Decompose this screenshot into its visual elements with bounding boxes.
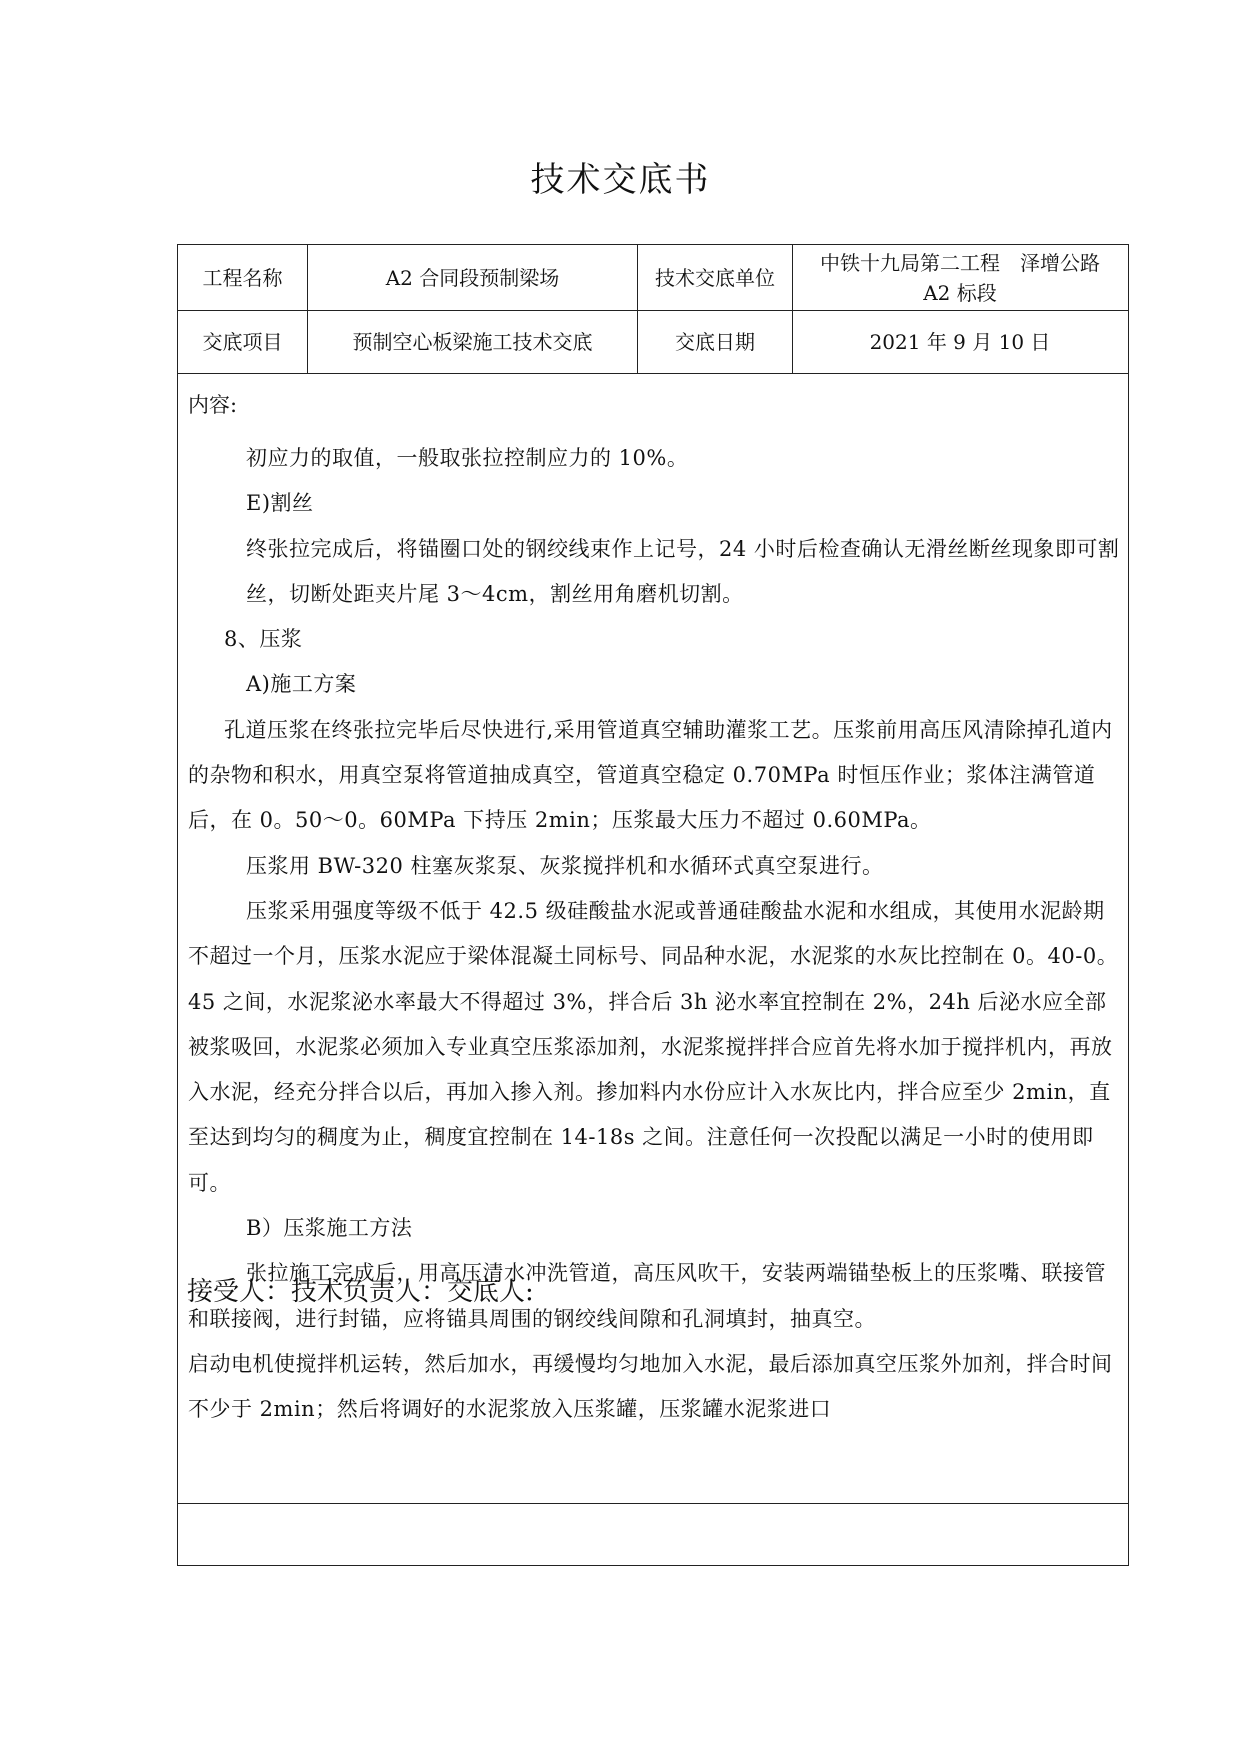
- paragraph: 张拉施工完成后，用高压清水冲洗管道，高压风吹干，安装两端锚垫板上的压浆嘴、联接管和联接阀，进行封锚，应将锚具周围的钢绞线间隙和孔洞填封，抽真空。: [188, 1261, 1106, 1331]
- unit-value: 中铁十九局第二工程 泽增公路 A2 标段: [820, 250, 1100, 305]
- date-label: 交底日期: [638, 311, 793, 373]
- signature-line: [187, 1272, 534, 1312]
- unit-label: 技术交底单位: [638, 245, 793, 310]
- sub-heading: A)施工方案: [246, 672, 357, 697]
- document-title: 技术交底书: [530, 160, 711, 200]
- disclosure-form: [177, 244, 1129, 1566]
- section-heading: 8、压浆: [224, 627, 303, 652]
- sub-heading: B）压浆施工方法: [246, 1216, 413, 1241]
- signature-text: 接受人：技术负责人：交底人:: [187, 1277, 534, 1307]
- project-name-value: A2 合同段预制梁场: [308, 245, 638, 310]
- paragraph: 孔道压浆在终张拉完毕后尽快进行,采用管道真空辅助灌浆工艺。压浆前用高压风清除掉孔道内的杂物和积水，用真空泵将管道抽成真空，管道真空稳定 0.70MPa 时恒压作业；浆体注满管道后，在 0。50～0。60MPa 下持压 2min；压浆最大压力不超过 0.60MPa。: [188, 717, 1113, 833]
- paragraph: 终张拉完成后，将锚圈口处的钢绞线束作上记号，24 小时后检查确认无滑丝断丝现象即可割丝，切断处距夹片尾 3～4cm，割丝用角磨机切割。: [246, 536, 1120, 606]
- date-value: 2021 年 9 月 10 日: [869, 330, 1051, 354]
- header-row-item: [178, 311, 1128, 374]
- paragraph: 压浆采用强度等级不低于 42.5 级硅酸盐水泥或普通硅酸盐水泥和水组成，其使用水泥龄期不超过一个月，压浆水泥应于梁体混凝土同标号、同品种水泥，水泥浆的水灰比控制在 0。40-0。45 之间，水泥浆泌水率最大不得超过 3%，拌合后 3h 泌水率宜控制在 2%，24h 后泌水应全部被浆吸回，水泥浆必须加入专业真空压浆添加剂，水泥浆搅拌拌合应首先将水加于搅拌机内，再放入水泥，经充分拌合以后，再加入掺入剂。掺加料内水份应计入水灰比内，拌合应至少 2min，直至达到均匀的稠度为止，稠度宜控制在 14-18s 之间。注意任何一次投配以满足一小时的使用即可。: [188, 898, 1119, 1195]
- item-value: 预制空心板梁施工技术交底: [308, 311, 638, 373]
- project-name-label: 工程名称: [178, 245, 308, 310]
- sub-heading: E)割丝: [246, 491, 314, 516]
- paragraph: 压浆用 BW-320 柱塞灰浆泵、灰浆搅拌机和水循环式真空泵进行。: [246, 853, 884, 878]
- paragraph: 初应力的取值，一般取张拉控制应力的 10%。: [246, 446, 689, 470]
- content-label: 内容:: [188, 393, 238, 417]
- paragraph: 启动电机使搅拌机运转，然后加水，再缓慢均匀地加入水泥，最后添加真空压浆外加剂，拌合时间不少于 2min；然后将调好的水泥浆放入压浆罐，压浆罐水泥浆进口: [188, 1351, 1113, 1422]
- content-section: [178, 374, 1128, 1504]
- item-label: 交底项目: [178, 311, 308, 373]
- header-row-project: [178, 245, 1128, 311]
